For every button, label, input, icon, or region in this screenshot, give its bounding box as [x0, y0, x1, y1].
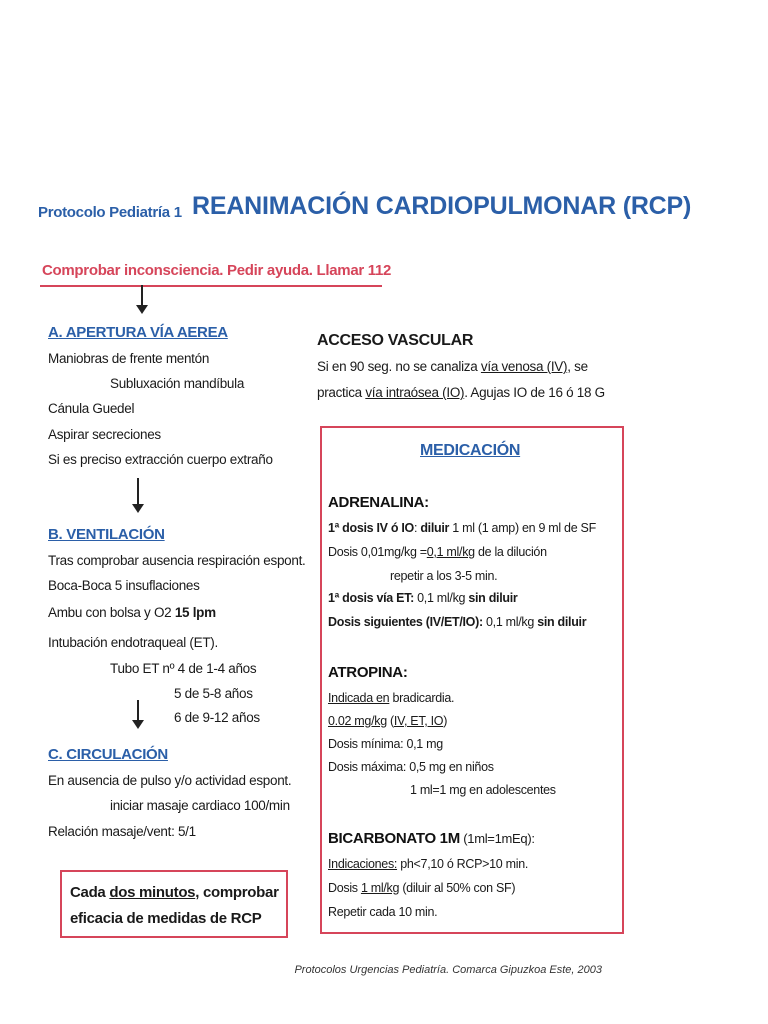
section-a-line: Maniobras de frente mentón — [48, 351, 210, 366]
arrow-down-icon — [137, 700, 139, 722]
section-b-line: Intubación endotraqueal (ET). — [48, 635, 218, 650]
section-b-line — [48, 606, 216, 620]
adrenalina-line — [328, 592, 517, 605]
bicarbonato-dose-post: (diluir al 50% con SF) — [399, 881, 516, 895]
adrenalina-next-label: Dosis siguientes (IV/ET/IO): — [328, 615, 483, 629]
section-c-title: C. CIRCULACIÓN — [48, 746, 168, 763]
bicarbonato-title-line — [328, 830, 535, 848]
tube-size-line: 5 de 5-8 años — [174, 686, 253, 701]
reminder-line-1 — [70, 884, 279, 901]
adrenalina-dose-post: de la dilución — [474, 545, 547, 559]
atropina-routes: IV, ET, IO — [393, 714, 444, 728]
atropina-indication: bradicardia. — [389, 691, 455, 705]
adrenalina-next-dose: 0,1 ml/kg — [482, 615, 538, 629]
section-b-flow: 15 lpm — [174, 605, 216, 620]
adrenalina-dilute: diluir — [420, 521, 450, 535]
arrow-down-icon — [141, 285, 143, 307]
bicarbonato-line — [328, 882, 515, 895]
bicarbonato-concentration: (1ml=1mEq): — [459, 831, 535, 846]
bicarbonato-dose: 1 ml/kg — [360, 881, 400, 895]
vascular-l2-pre: practica — [317, 385, 366, 400]
vascular-line — [317, 360, 588, 374]
arrow-down-icon — [137, 478, 139, 506]
top-instruction: Comprobar inconsciencia. Pedir ayuda. Llamar 112 — [42, 262, 392, 279]
atropina-line — [328, 715, 447, 728]
section-a-line: Si es preciso extracción cuerpo extraño — [48, 452, 273, 467]
section-b-title: B. VENTILACIÓN — [48, 526, 165, 543]
section-a-title: A. APERTURA VÍA AEREA — [48, 324, 228, 341]
vascular-l1-post: , se — [567, 359, 588, 374]
vascular-iv: vía venosa (IV) — [480, 359, 568, 374]
bicarbonato-dose-pre: Dosis — [328, 881, 361, 895]
atropina-line: Dosis máxima: 0,5 mg en niños — [328, 760, 494, 774]
atropina-line — [328, 692, 454, 705]
footer-citation: Protocolos Urgencias Pediatría. Comarca Gipuzkoa Este, 2003 — [294, 964, 602, 976]
section-b-line: Boca-Boca 5 insuflaciones — [48, 578, 200, 593]
reminder-box — [60, 870, 288, 938]
medication-title: MEDICACIÓN — [420, 442, 521, 459]
adrenalina-line — [328, 546, 547, 559]
protocol-label: Protocolo Pediatría 1 — [38, 204, 182, 221]
adrenalina-dilution: 1 ml (1 amp) en 9 ml de SF — [449, 521, 596, 535]
adrenalina-next-undiluted: sin diluir — [537, 615, 587, 629]
section-a-line: Subluxación mandíbula — [110, 376, 245, 391]
atropina-paren-open: ( — [386, 714, 394, 728]
atropina-line: 1 ml=1 mg en adolescentes — [410, 783, 556, 797]
atropina-paren-close: ) — [443, 714, 448, 728]
adrenalina-et-label: 1ª dosis vía ET: — [328, 591, 414, 605]
vascular-title: ACCESO VASCULAR — [317, 332, 474, 349]
reminder-interval: dos minutos — [109, 884, 196, 901]
vascular-l1-pre: Si en 90 seg. no se canaliza — [317, 359, 481, 374]
adrenalina-et-undiluted: sin diluir — [468, 591, 518, 605]
adrenalina-title: ADRENALINA: — [328, 494, 429, 511]
bicarbonato-indications-label: Indicaciones: — [328, 857, 398, 871]
section-c-line: En ausencia de pulso y/o actividad espont. — [48, 773, 292, 788]
adrenalina-dose-pre: Dosis 0,01mg/kg = — [328, 545, 427, 559]
reminder-line-2: eficacia de medidas de RCP — [70, 910, 262, 927]
tube-size-line: Tubo ET nº 4 de 1-4 años — [110, 661, 257, 676]
bicarbonato-indications: ph<7,10 ó RCP>10 min. — [397, 857, 529, 871]
bicarbonato-line — [328, 858, 528, 871]
bicarbonato-title: BICARBONATO 1M — [328, 830, 460, 847]
section-c-line: iniciar masaje cardiaco 100/min — [110, 798, 290, 813]
vascular-l2-post: . Agujas IO de 16 ó 18 G — [464, 385, 605, 400]
adrenalina-line — [328, 522, 596, 535]
reminder-pre: Cada — [70, 884, 110, 901]
atropina-indication-label: Indicada en — [328, 691, 390, 705]
adrenalina-sep: : — [413, 521, 421, 535]
adrenalina-dose-ml: 0,1 ml/kg — [426, 545, 475, 559]
tube-size-line: 6 de 9-12 años — [174, 710, 260, 725]
section-c-line: Relación masaje/vent: 5/1 — [48, 824, 196, 839]
atropina-dose: 0.02 mg/kg — [328, 714, 387, 728]
section-b-ambu-text: Ambu con bolsa y O2 — [48, 605, 175, 620]
section-b-line: Tras comprobar ausencia respiración espont. — [48, 553, 306, 568]
vascular-io: vía intraósea (IO) — [365, 385, 465, 400]
section-a-line: Aspirar secreciones — [48, 427, 161, 442]
bicarbonato-line: Repetir cada 10 min. — [328, 905, 438, 919]
reminder-post: , comprobar — [195, 884, 279, 901]
adrenalina-first-dose: 1ª dosis IV ó IO — [328, 521, 414, 535]
atropina-line: Dosis mínima: 0,1 mg — [328, 737, 443, 751]
vascular-line — [317, 386, 605, 400]
adrenalina-et-dose: 0,1 ml/kg — [413, 591, 469, 605]
atropina-title: ATROPINA: — [328, 664, 408, 681]
adrenalina-line: repetir a los 3-5 min. — [390, 569, 498, 583]
page-title: REANIMACIÓN CARDIOPULMONAR (RCP) — [192, 192, 692, 220]
section-a-line: Cánula Guedel — [48, 401, 135, 416]
adrenalina-line — [328, 616, 586, 629]
